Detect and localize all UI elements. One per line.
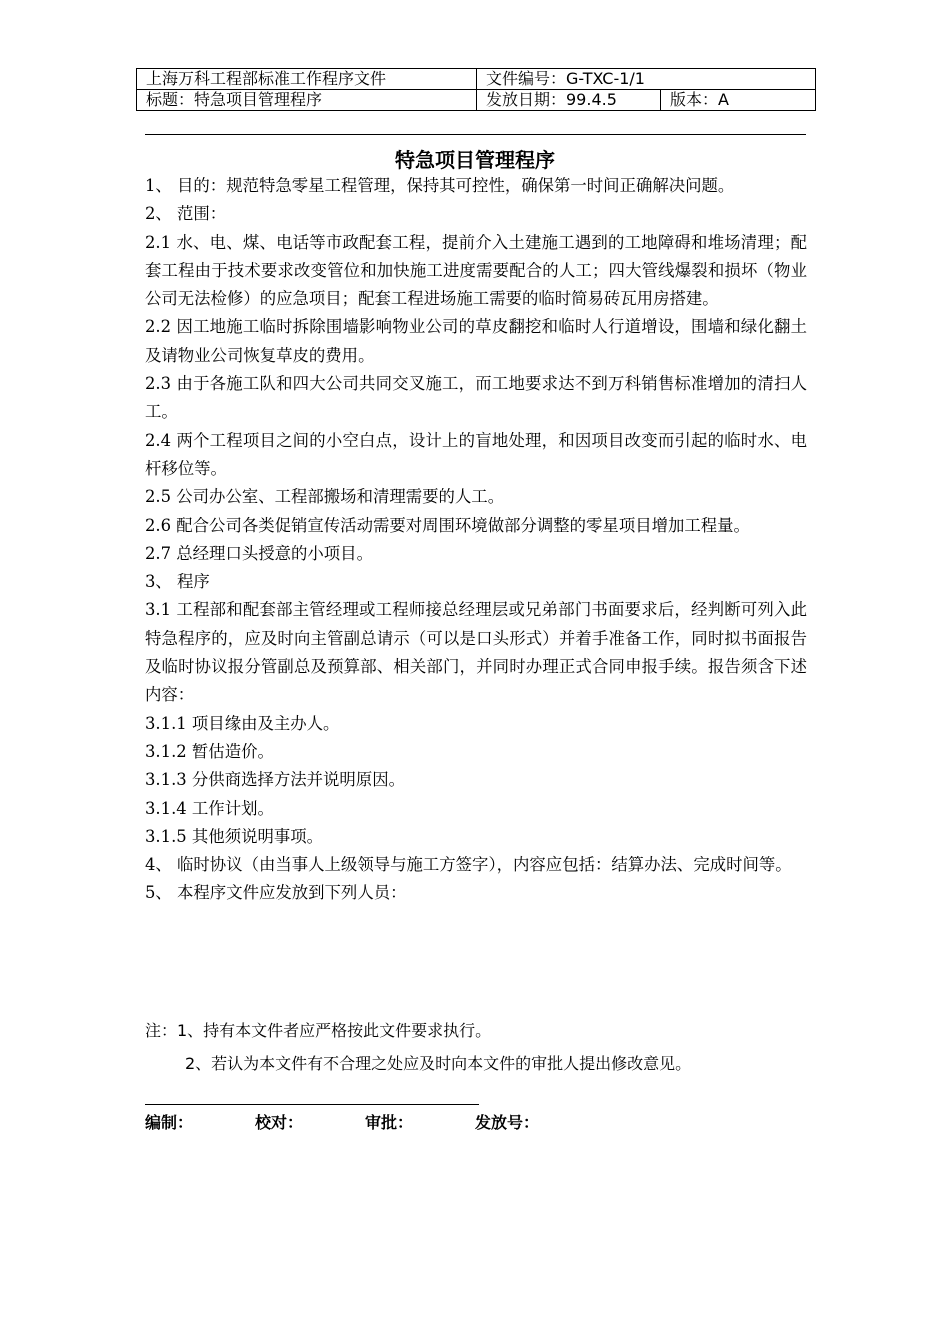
para-procedure-3-1-4: 3.1.4 工作计划。 [145,798,274,818]
header-divider [145,134,806,135]
para-scope-2-1: 2.1 水、电、煤、电话等市政配套工程，提前介入土建施工遇到的工地障碍和堆场清理；配套工程由于技术要求改变管位和加快施工进度需要配合的人工；四大管线爆裂和损坏（物业公司无法检修）的应急项目；配套工程进场施工需要的临时简易砖瓦用房搭建。 [145,232,807,309]
para-procedure-3-1: 3.1 工程部和配套部主管经理或工程师接总经理层或兄弟部门书面要求后，经判断可列入此特急程序的，应及时向主管副总请示（可以是口头形式）并着手准备工作，同时拟书面报告及临时协议报分管副总及预算部、相关部门，并同时办理正式合同申报手续。报告须含下述内容： [145,600,807,705]
para-scope-2-7: 2.7 总经理口头授意的小项目。 [145,543,373,563]
para-scope-2-3: 2.3 由于各施工队和四大公司共同交叉施工，而工地要求达不到万科销售标准增加的清扫人工。 [145,374,807,422]
para-procedure-3-1-2: 3.1.2 暂估造价。 [145,741,274,761]
document-body [145,172,807,908]
para-scope-heading: 2、 范围： [145,204,227,224]
document-title: 特急项目管理程序 [395,148,555,172]
note-2: 2、若认为本文件有不合理之处应及时向本文件的审批人提出修改意见。 [185,1054,692,1073]
para-temporary-agreement: 4、 临时协议（由当事人上级领导与施工方签字），内容应包括：结算办法、完成时间等。 [145,855,792,875]
para-scope-2-5: 2.5 公司办公室、工程部搬场和清理需要的人工。 [145,487,505,507]
para-procedure-heading: 3、 程序 [145,572,210,592]
signature-prepared: 编制： [145,1113,194,1132]
signature-checked: 校对： [255,1113,304,1132]
document-header-table [136,68,816,111]
header-subject: 标题：特急项目管理程序 [137,90,477,111]
header-company: 上海万科工程部标准工作程序文件 [137,69,477,90]
para-scope-2-2: 2.2 因工地施工临时拆除围墙影响物业公司的草皮翻挖和临时人行道增设，围墙和绿化翻土及请物业公司恢复草皮的费用。 [145,317,807,365]
header-doc-number: 文件编号：G-TXC-1/1 [477,69,816,90]
header-issue-date: 发放日期：99.4.5 [477,90,661,111]
header-version: 版本：A [661,90,816,111]
para-scope-2-6: 2.6 配合公司各类促销宣传活动需要对周围环境做部分调整的零星项目增加工程量。 [145,515,750,535]
signature-divider [145,1104,479,1105]
para-distribution: 5、 本程序文件应发放到下列人员： [145,883,407,903]
note-1: 注：1、持有本文件者应严格按此文件要求执行。 [145,1021,492,1040]
para-purpose: 1、 目的：规范特急零星工程管理，保持其可控性，确保第一时间正确解决问题。 [145,176,735,195]
para-procedure-3-1-3: 3.1.3 分供商选择方法并说明原因。 [145,770,405,790]
para-scope-2-4: 2.4 两个工程项目之间的小空白点，设计上的盲地处理，和因项目改变而引起的临时水、电杆移位等。 [145,430,807,478]
signature-approved: 审批： [365,1113,414,1132]
para-procedure-3-1-5: 3.1.5 其他须说明事项。 [145,826,324,846]
signature-issue-number: 发放号： [475,1113,540,1132]
para-procedure-3-1-1: 3.1.1 项目缘由及主办人。 [145,713,340,733]
